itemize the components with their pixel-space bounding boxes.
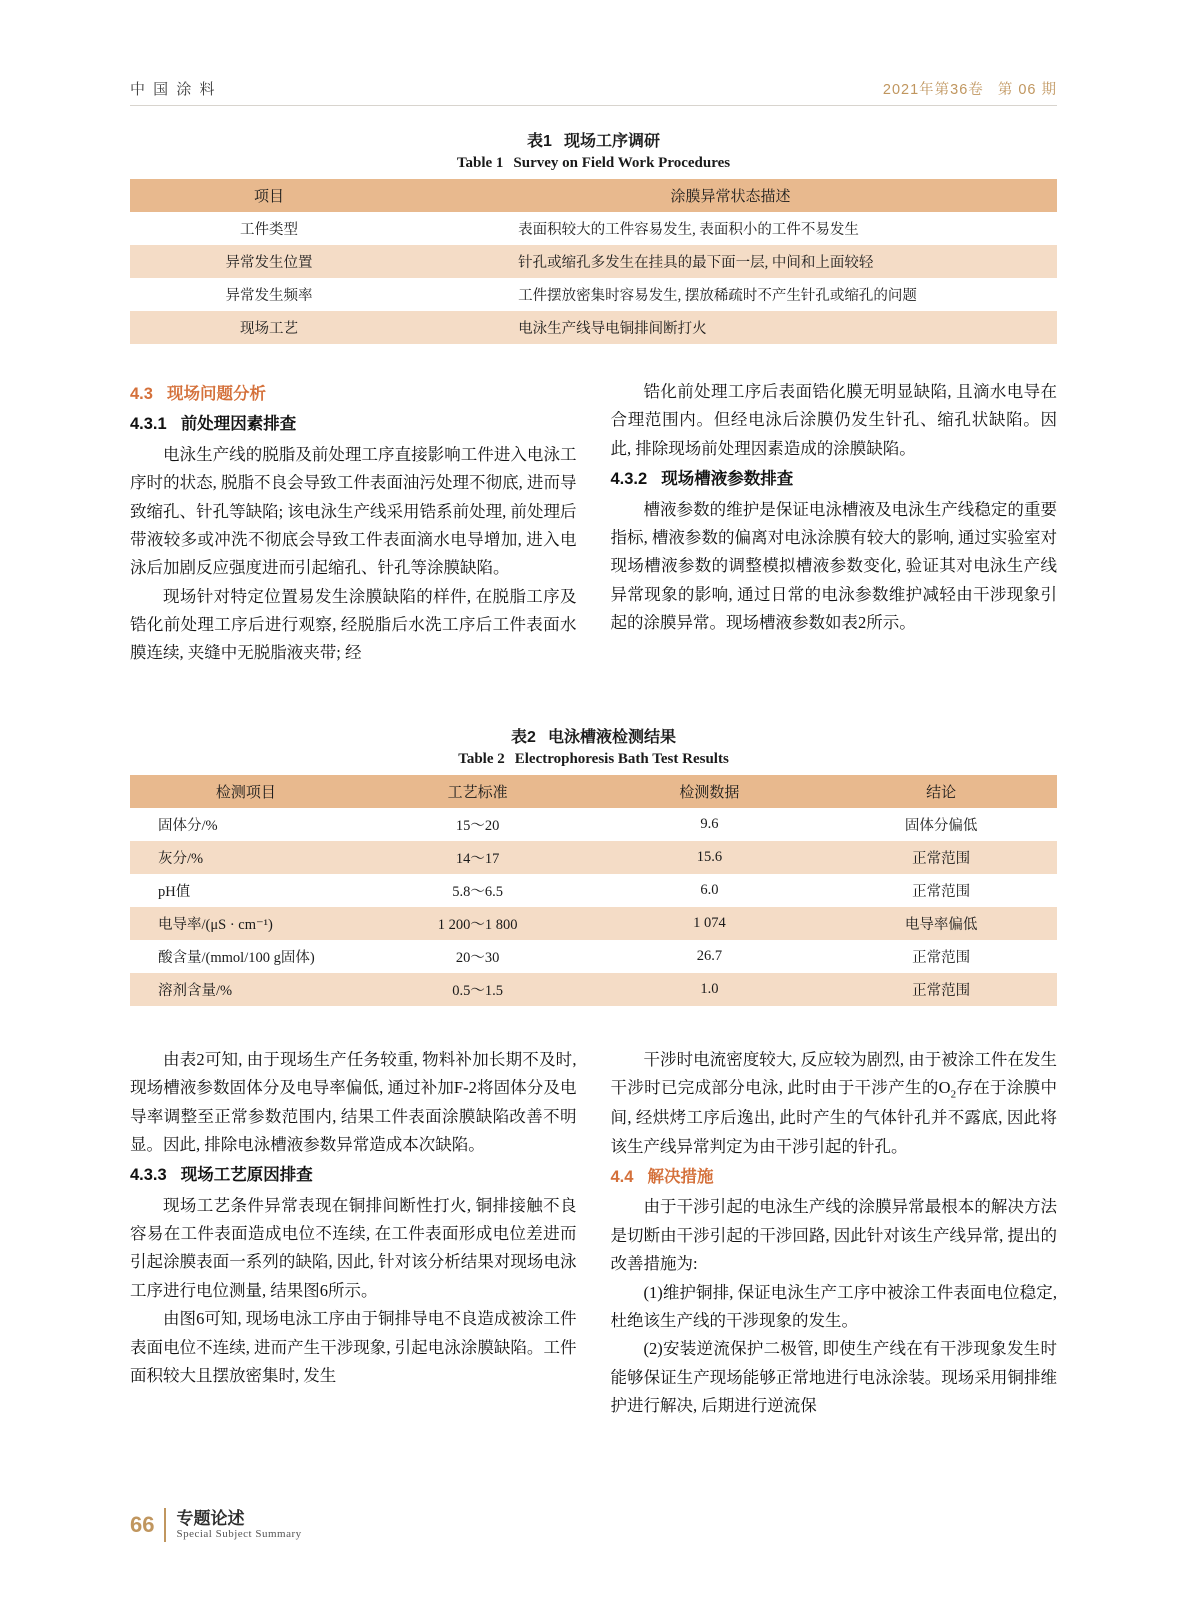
paragraph: 现场针对特定位置易发生涂膜缺陷的样件, 在脱脂工序及锆化前处理工序后进行观察, 经脱脂后水洗工序后工件表面水膜连续, 夹缝中无脱脂液夹带; 经 bbox=[130, 586, 577, 663]
table1-cell: 现场工艺 bbox=[130, 311, 408, 344]
table-row bbox=[130, 973, 1057, 1006]
table1-label-en: Table 1 bbox=[456, 155, 504, 171]
table1-cell: 表面积较大的工件容易发生, 表面积小的工件不易发生 bbox=[408, 212, 1057, 245]
table1-label-cn: 表1 bbox=[527, 133, 552, 150]
table2-cell: 固体分偏低 bbox=[825, 808, 1057, 841]
table-row bbox=[130, 841, 1057, 874]
subscript-2: 2 bbox=[950, 1088, 957, 1101]
column-right bbox=[611, 378, 1058, 668]
table2-cell: 26.7 bbox=[594, 940, 826, 973]
table2-header-cell: 检测项目 bbox=[130, 775, 362, 808]
paragraph: 现场工艺条件异常表现在铜排间断性打火, 铜排接触不良容易在工件表面造成电位不连续, 在工件表面形成电位差进而引起涂膜表面一系列的缺陷, 因此, 针对该分析结果对现场电泳工序进行电位测量, 结果图6所示。 bbox=[130, 1195, 577, 1300]
table1-header-cell: 涂膜异常状态描述 bbox=[408, 179, 1057, 212]
table2-cell: pH值 bbox=[130, 874, 362, 907]
paragraph: (1)维护铜排, 保证电泳生产工序中被涂工件表面电位稳定, 杜绝该生产线的干涉现象的发生。 bbox=[610, 1282, 1057, 1330]
table2-cell: 正常范围 bbox=[825, 940, 1057, 973]
paragraph: 由表2可知, 由于现场生产任务较重, 物料补加长期不及时, 现场槽液参数固体分及电导率偏低, 通过补加F-2将固体分及电导率调整至正常参数范围内, 结果工件表面涂膜缺陷改善不明显。因此, 排除电泳槽液参数异常造成本次缺陷。 bbox=[130, 1049, 577, 1154]
heading-4-4-text: 解决措施 bbox=[647, 1168, 714, 1187]
table1-cell: 异常发生频率 bbox=[130, 278, 408, 311]
table2-block bbox=[130, 724, 1057, 1006]
page-footer bbox=[130, 1508, 302, 1542]
issue-year: 2021年第36卷 bbox=[882, 82, 984, 98]
table1 bbox=[130, 179, 1057, 344]
table2-cell: 20～30 bbox=[362, 940, 594, 973]
table2-cell: 14～17 bbox=[362, 841, 594, 874]
column-left-lower bbox=[130, 1046, 577, 1421]
table2-cell: 灰分/% bbox=[130, 841, 362, 874]
table2-cell: 电导率/(μS · cm⁻¹) bbox=[130, 907, 362, 940]
table2-cell: 酸含量/(mmol/100 g固体) bbox=[130, 940, 362, 973]
table2-cell: 0.5～1.5 bbox=[362, 973, 594, 1006]
paragraph-part-a: 干涉时电流密度较大, 反应较为剧烈, 由于被涂工件在发生干涉时已完成部分电泳, 此时由于干涉产生的O bbox=[610, 1049, 1057, 1098]
table-row bbox=[130, 245, 1057, 278]
heading-4-4 bbox=[611, 1163, 1058, 1191]
table2-cell: 1.0 bbox=[594, 973, 826, 1006]
table2-header-cell: 工艺标准 bbox=[362, 775, 594, 808]
heading-4-3-2-text: 现场槽液参数排查 bbox=[661, 470, 794, 489]
paragraph: 电泳生产线的脱脂及前处理工序直接影响工件进入电泳工序时的状态, 脱脂不良会导致工件表面油污处理不彻底, 进而导致缩孔、针孔等缺陷; 该电泳生产线采用锆系前处理, 前处理后带液较多或冲洗不彻底会导致工件表面滴水电导增加, 进入电泳后加剧反应强度进而引起缩孔、针孔等涂膜缺陷。 bbox=[130, 444, 577, 578]
table2-label-cn: 表2 bbox=[511, 728, 536, 746]
paragraph: 由图6可知, 现场电泳工序由于铜排导电不良造成被涂工件表面电位不连续, 进而产生干涉现象, 引起电泳涂膜缺陷。工件面积较大且摆放密集时, 发生 bbox=[130, 1309, 577, 1385]
table1-title-en bbox=[130, 155, 1057, 172]
table2-label-en: Table 2 bbox=[458, 750, 505, 767]
table1-cell: 电泳生产线导电铜排间断打火 bbox=[408, 311, 1057, 344]
table2-cell: 15.6 bbox=[594, 841, 826, 874]
table1-caption-cn: 现场工序调研 bbox=[563, 133, 660, 150]
table2-cell: 5.8～6.5 bbox=[362, 874, 594, 907]
heading-4-3 bbox=[130, 380, 577, 408]
table-row bbox=[130, 278, 1057, 311]
table2-cell: 正常范围 bbox=[825, 841, 1057, 874]
table2-cell: 15～20 bbox=[362, 808, 594, 841]
heading-4-3-1-text: 前处理因素排查 bbox=[180, 415, 297, 434]
table1-cell: 针孔或缩孔多发生在挂具的最下面一层, 中间和上面较轻 bbox=[408, 245, 1057, 278]
body-columns-lower bbox=[130, 1046, 1057, 1421]
table1-header-row bbox=[130, 179, 1057, 212]
heading-4-3-text: 现场问题分析 bbox=[166, 385, 266, 403]
table1-caption-en: Survey on Field Work Procedures bbox=[513, 155, 731, 171]
table2-cell: 溶剂含量/% bbox=[130, 973, 362, 1006]
paragraph-with-subscript bbox=[611, 1046, 1058, 1161]
heading-4-3-3 bbox=[130, 1161, 577, 1189]
paragraph: 槽液参数的维护是保证电泳槽液及电泳生产线稳定的重要指标, 槽液参数的偏离对电泳涂膜有较大的影响, 通过实验室对现场槽液参数的调整模拟槽液参数变化, 验证其对电泳生产线异常现象的影响, 通过日常的电泳参数维护减轻由干涉现象引起的涂膜异常。现场槽液参数如表2所示。 bbox=[610, 499, 1058, 632]
table1-cell: 异常发生位置 bbox=[130, 245, 408, 278]
footer-section-cn: 专题论述 bbox=[176, 1508, 245, 1528]
table2-cell: 正常范围 bbox=[825, 874, 1057, 907]
heading-4-3-2 bbox=[611, 465, 1058, 493]
table1-block bbox=[130, 128, 1057, 344]
footer-divider bbox=[164, 1508, 166, 1542]
table2-cell: 固体分/% bbox=[130, 808, 362, 841]
heading-4-3-3-text: 现场工艺原因排查 bbox=[180, 1166, 313, 1185]
heading-4-3-1 bbox=[130, 410, 577, 438]
paragraph-part-b: 存在于涂膜中间, 经烘烤工序后逸出, 此时产生的气体针孔并不露底, 因此将该生产线异常判定为由干涉引起的针孔。 bbox=[610, 1078, 1057, 1156]
page-header bbox=[130, 0, 1057, 106]
heading-4-3-1-number: 4.3.1 bbox=[130, 415, 167, 434]
issue-number: 第 06 期 bbox=[997, 82, 1057, 98]
table2-caption-cn: 电泳槽液检测结果 bbox=[547, 728, 676, 746]
table-row bbox=[130, 808, 1057, 841]
page-number: 66 bbox=[130, 1512, 155, 1537]
table1-cell: 工件类型 bbox=[130, 212, 408, 245]
heading-4-3-number: 4.3 bbox=[130, 385, 153, 403]
table-row bbox=[130, 940, 1057, 973]
heading-4-3-2-number: 4.3.2 bbox=[610, 470, 648, 489]
table2-cell: 电导率偏低 bbox=[825, 907, 1057, 940]
table2-caption-en: Electrophoresis Bath Test Results bbox=[514, 750, 729, 767]
table2-cell: 1 200～1 800 bbox=[362, 907, 594, 940]
table-row bbox=[130, 212, 1057, 245]
table2-header-cell: 检测数据 bbox=[594, 775, 826, 808]
footer-section bbox=[176, 1510, 301, 1541]
table-row bbox=[130, 907, 1057, 940]
table1-title-cn bbox=[130, 128, 1057, 151]
column-left bbox=[130, 378, 577, 668]
table1-cell: 工件摆放密集时容易发生, 摆放稀疏时不产生针孔或缩孔的问题 bbox=[408, 278, 1057, 311]
footer-section-en: Special Subject Summary bbox=[176, 1528, 302, 1541]
journal-name: 中 国 涂 料 bbox=[130, 81, 217, 98]
heading-4-3-3-number: 4.3.3 bbox=[130, 1166, 167, 1185]
table2 bbox=[130, 775, 1057, 1006]
column-right-lower bbox=[611, 1046, 1058, 1421]
table-row bbox=[130, 311, 1057, 344]
table2-cell: 9.6 bbox=[594, 808, 826, 841]
paragraph: (2)安装逆流保护二极管, 即使生产线在有干涉现象发生时能够保证生产现场能够正常地进行电泳涂装。现场采用铜排维护进行解决, 后期进行逆流保 bbox=[610, 1339, 1057, 1416]
table-row bbox=[130, 874, 1057, 907]
table2-title-cn bbox=[130, 724, 1057, 747]
table2-cell: 正常范围 bbox=[825, 973, 1057, 1006]
table2-header-row bbox=[130, 775, 1057, 808]
paragraph: 由于干涉引起的电泳生产线的涂膜异常最根本的解决方法是切断由干涉引起的干涉回路, 因此针对该生产线异常, 提出的改善措施为: bbox=[610, 1197, 1057, 1274]
table2-header-cell: 结论 bbox=[825, 775, 1057, 808]
table2-cell: 6.0 bbox=[594, 874, 826, 907]
table2-cell: 1 074 bbox=[594, 907, 826, 940]
heading-4-4-number: 4.4 bbox=[610, 1168, 634, 1187]
paragraph: 锆化前处理工序后表面锆化膜无明显缺陷, 且滴水电导在合理范围内。但经电泳后涂膜仍发生针孔、缩孔状缺陷。因此, 排除现场前处理因素造成的涂膜缺陷。 bbox=[610, 382, 1057, 458]
table2-title-en bbox=[130, 751, 1057, 768]
table1-header-cell: 项目 bbox=[130, 179, 408, 212]
issue-info bbox=[883, 78, 1057, 99]
body-columns-upper bbox=[130, 378, 1057, 668]
